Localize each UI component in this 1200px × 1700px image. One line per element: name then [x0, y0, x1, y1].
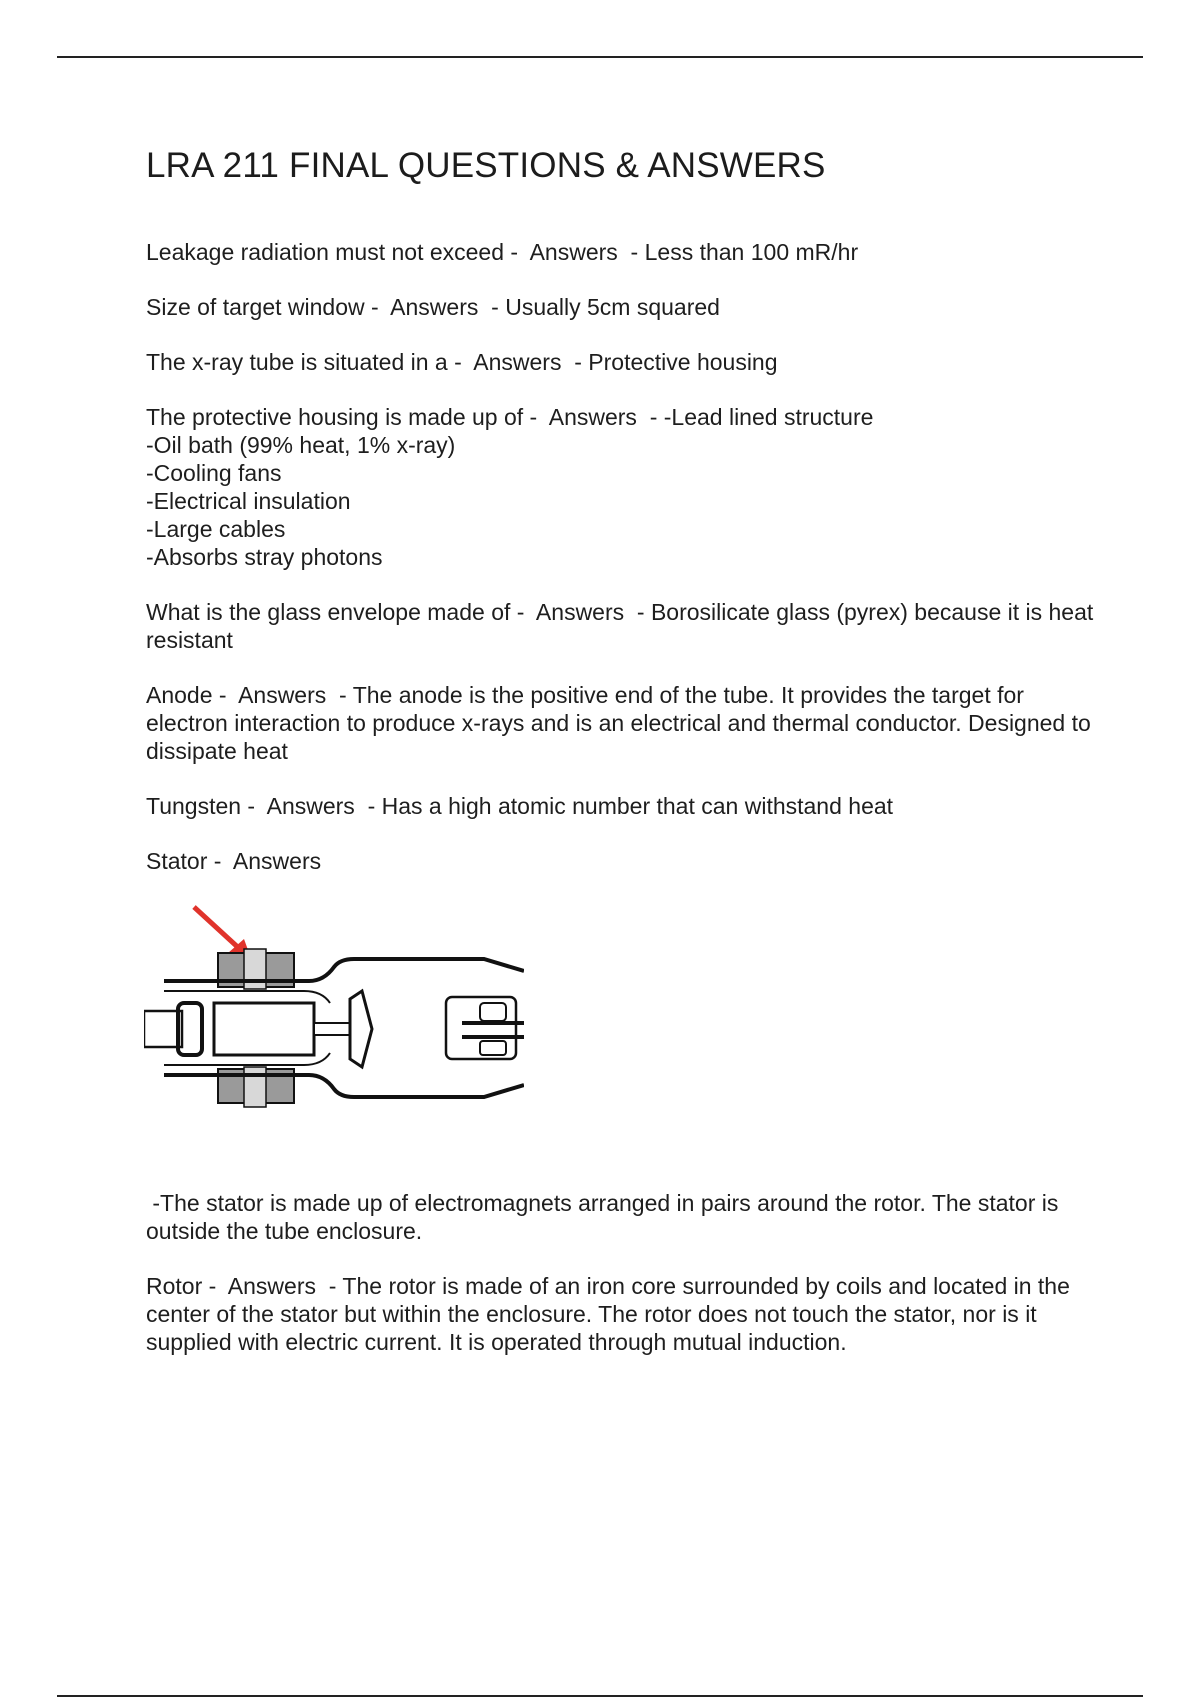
- rotor: [214, 1003, 314, 1055]
- answer-line: -Oil bath (99% heat, 1% x-ray): [146, 432, 456, 458]
- answer: Protective housing: [588, 349, 778, 375]
- document-body: [146, 140, 1100, 1383]
- anode-disc: [350, 991, 372, 1067]
- qa-item: [146, 348, 1096, 376]
- question: Leakage radiation must not exceed - Answers -: [146, 239, 645, 265]
- filament-bottom: [480, 1041, 506, 1055]
- question: The x-ray tube is situated in a - Answers -: [146, 349, 589, 375]
- answer-line: -Large cables: [146, 516, 286, 542]
- answer: The rotor is made of an iron core surrounded by coils and located in the center of the stator but within the enclosure. The rotor does not touch the stator, nor is it supplied with electric current. It is operated through mutual induction.: [146, 1273, 1077, 1355]
- question: Size of target window - Answers -: [146, 294, 506, 320]
- answer: Less than 100 mR/hr: [644, 239, 859, 265]
- qa-item: [146, 792, 1096, 820]
- qa-item: [146, 1189, 1096, 1245]
- answer-line: -Electrical insulation: [146, 488, 351, 514]
- question: Tungsten - Answers -: [146, 793, 382, 819]
- qa-item: [146, 1272, 1096, 1356]
- answer: The anode is the positive end of the tube. It provides the target for electron interaction to produce x-rays and is an electrical and thermal conductor. Designed to dissipate heat: [146, 682, 1098, 764]
- stator-answer: -The stator is made up of electromagnets arranged in pairs around the rotor. The stator is outside the tube enclosure.: [146, 1190, 1065, 1244]
- qa-list: [146, 238, 1100, 1356]
- qa-item: [146, 681, 1096, 765]
- qa-item: [146, 403, 1096, 571]
- pointer-arrow-line: [194, 907, 242, 951]
- filament-top: [480, 1003, 506, 1021]
- qa-item: [146, 238, 1096, 266]
- xray-tube-stator-diagram-icon: [144, 899, 524, 1119]
- bottom-rule: [57, 1695, 1143, 1697]
- anode-stem: [314, 1023, 350, 1035]
- question: Rotor - Answers -: [146, 1273, 343, 1299]
- qa-item: [146, 598, 1100, 654]
- question: The protective housing is made up of - Answers -: [146, 404, 664, 430]
- top-rule: [57, 56, 1143, 58]
- xray-tube-diagram: [144, 899, 524, 1119]
- question: Anode - Answers -: [146, 682, 353, 708]
- page-title: LRA 211 FINAL QUESTIONS & ANSWERS: [146, 146, 826, 185]
- answer: Borosilicate glass (pyrex) because it is heat resistant: [146, 599, 1100, 653]
- question: What is the glass envelope made of - Answers -: [146, 599, 651, 625]
- answer: Usually 5cm squared: [505, 294, 720, 320]
- answer-line: -Cooling fans: [146, 460, 282, 486]
- answer: Has a high atomic number that can withstand heat: [381, 793, 894, 819]
- qa-item: [146, 847, 1096, 875]
- question: Stator - Answers: [146, 848, 322, 874]
- answer: -Lead lined structure: [663, 404, 874, 430]
- answer-line: -Absorbs stray photons: [146, 544, 383, 570]
- qa-item: [146, 293, 1096, 321]
